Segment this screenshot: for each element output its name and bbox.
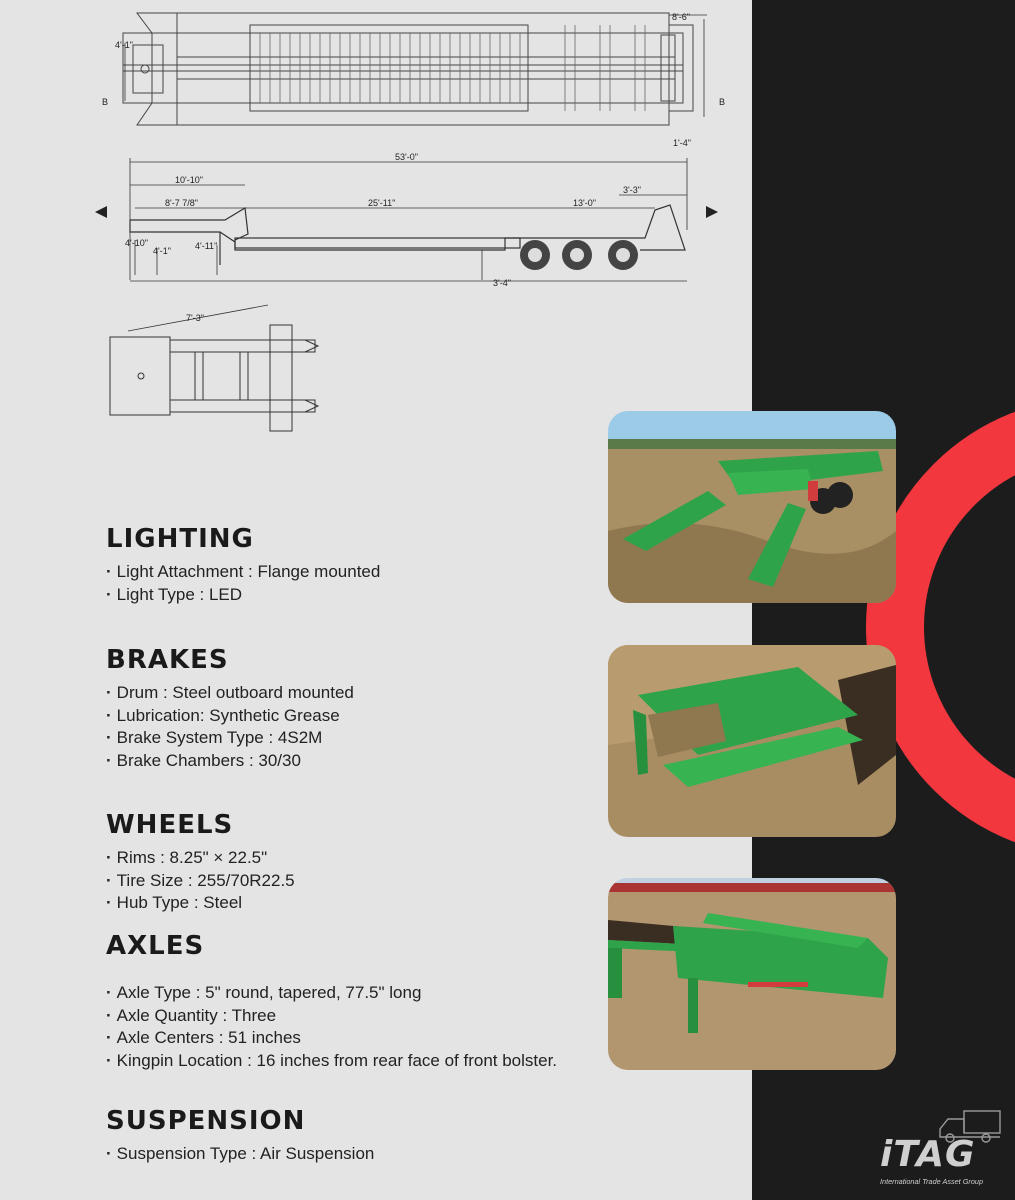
lighting-section (106, 523, 380, 606)
list-item: · Tire Size : 255/70R22.5 (106, 870, 295, 893)
side-dim-main-deck: 25'-11" (368, 198, 396, 208)
trailer-photo-ramps (608, 411, 896, 603)
list-item: · Light Type : LED (106, 584, 380, 607)
side-dim-height-front: 4'-10" (125, 238, 148, 248)
axles-list (106, 982, 557, 1072)
side-dim-gooseneck: 10'-10" (175, 175, 203, 185)
wheels-list (106, 847, 295, 915)
side-dim-ramp: 3'-3" (623, 185, 641, 195)
list-item: · Light Attachment : Flange mounted (106, 561, 380, 584)
lighting-heading: LIGHTING (106, 524, 254, 554)
top-dim-rear-offset: 1'-4" (673, 138, 691, 148)
trailer-photo-gooseneck-side (608, 878, 896, 1070)
top-view-drawing (95, 5, 745, 155)
list-item: · Hub Type : Steel (106, 892, 295, 915)
wheels-heading: WHEELS (106, 810, 234, 840)
list-item: · Kingpin Location : 16 inches from rear face of front bolster. (106, 1050, 557, 1073)
wheels-section (106, 809, 295, 915)
gooseneck-detail-drawing (100, 295, 330, 435)
side-dim-height-neck: 4'-11" (195, 241, 218, 251)
list-item: · Axle Centers : 51 inches (106, 1027, 557, 1050)
side-dim-rear-deck: 13'-0" (573, 198, 596, 208)
list-item: · Suspension Type : Air Suspension (106, 1143, 374, 1166)
side-dim-overall: 53'-0" (395, 152, 418, 162)
itag-logo (878, 1107, 1008, 1189)
suspension-section (106, 1105, 374, 1166)
brakes-list (106, 682, 354, 772)
side-view-drawing (95, 150, 745, 295)
list-item: · Brake Chambers : 30/30 (106, 750, 354, 773)
brakes-heading: BRAKES (106, 645, 229, 675)
logo-brand: iTAG (880, 1134, 976, 1175)
list-item: · Axle Quantity : Three (106, 1005, 557, 1028)
top-dim-width-rear: 8'-6" (672, 12, 690, 22)
lighting-list (106, 561, 380, 606)
list-item: · Rims : 8.25" × 22.5" (106, 847, 295, 870)
axles-heading: AXLES (106, 931, 205, 961)
brakes-section (106, 644, 354, 772)
suspension-heading: SUSPENSION (106, 1106, 306, 1136)
gooseneck-dim-kingpin: 7'-3" (186, 313, 204, 323)
side-dim-upper-deck: 8'-7 7/8" (165, 198, 198, 208)
suspension-list (106, 1143, 374, 1166)
section-mark-left: B (102, 97, 109, 107)
list-item: · Lubrication: Synthetic Grease (106, 705, 354, 728)
axles-section (106, 930, 557, 1072)
list-item: · Drum : Steel outboard mounted (106, 682, 354, 705)
side-dim-ground: 3'-4" (493, 278, 511, 288)
list-item: · Axle Type : 5" round, tapered, 77.5" long (106, 982, 557, 1005)
section-mark-right: B (719, 97, 726, 107)
trailer-photo-gooseneck-top (608, 645, 896, 837)
side-dim-height-deck: 4'-1" (153, 246, 171, 256)
top-dim-width-front: 4'-1" (115, 40, 133, 50)
logo-tagline: International Trade Asset Group (880, 1177, 984, 1186)
list-item: · Brake System Type : 4S2M (106, 727, 354, 750)
